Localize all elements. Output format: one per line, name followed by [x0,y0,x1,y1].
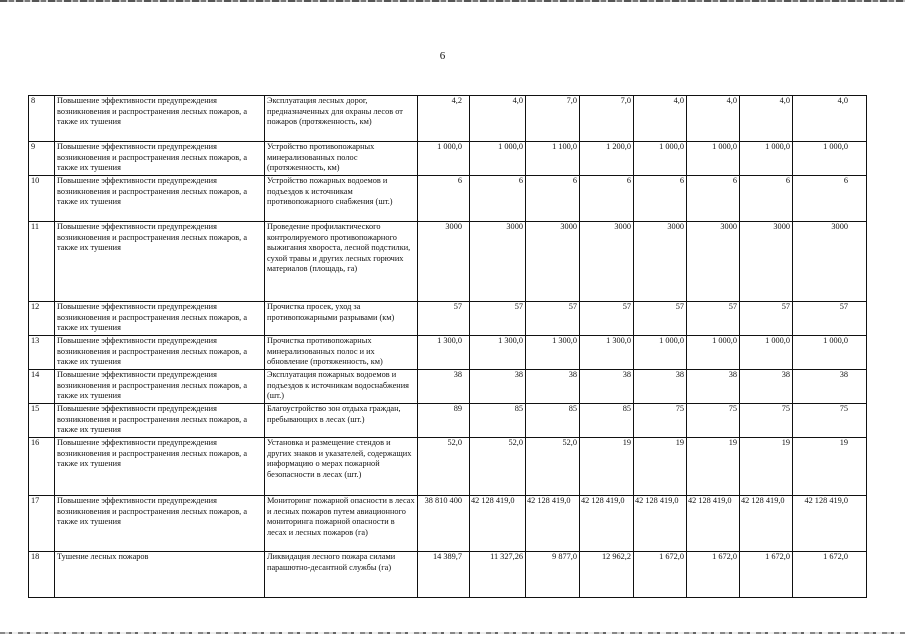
value-cell: 1 000,0 [687,336,740,370]
table-body [29,96,867,598]
value-cell: 52,0 [470,438,526,496]
value-cell: 57 [740,302,793,336]
scan-edge-bottom [0,632,905,634]
value-cell: 6 [526,176,580,222]
value-cell: 42 128 419,0 [793,496,867,552]
table-row [29,302,867,336]
row-number: 14 [29,370,55,404]
page-number: 6 [439,50,446,62]
value-cell: 4,0 [740,96,793,142]
value-cell: 19 [687,438,740,496]
value-cell: 3000 [687,222,740,302]
value-cell: 57 [418,302,470,336]
task-cell: Повышение эффективности предупреждения возникновения и распространения лесных пожаров, а также их тушения [55,142,265,176]
indicator-cell: Устройство пожарных водоемов и подъездов к источникам противопожарного снабжения (шт.) [265,176,418,222]
value-cell: 6 [418,176,470,222]
value-cell: 1 300,0 [418,336,470,370]
value-cell: 12 962,2 [580,552,634,598]
value-cell: 4,2 [418,96,470,142]
value-cell: 4,0 [634,96,687,142]
task-cell: Повышение эффективности предупреждения возникновения и распространения лесных пожаров, а также их тушения [55,404,265,438]
value-cell: 38 [687,370,740,404]
value-cell: 6 [740,176,793,222]
indicator-cell: Прочистка противопожарных минерализованных полос и их обновление (протяженность, км) [265,336,418,370]
value-cell: 3000 [470,222,526,302]
value-cell: 42 128 419,0 [740,496,793,552]
value-cell: 6 [634,176,687,222]
value-cell: 6 [580,176,634,222]
task-cell: Повышение эффективности предупреждения возникновения и распространения лесных пожаров, а также их тушения [55,496,265,552]
value-cell: 6 [470,176,526,222]
row-number: 16 [29,438,55,496]
value-cell: 1 672,0 [793,552,867,598]
table-row [29,176,867,222]
table-row [29,552,867,598]
value-cell: 1 000,0 [793,336,867,370]
task-cell: Повышение эффективности предупреждения возникновения и распространения лесных пожаров, а также их тушения [55,222,265,302]
value-cell: 11 327,26 [470,552,526,598]
value-cell: 1 000,0 [687,142,740,176]
value-cell: 57 [634,302,687,336]
value-cell: 75 [634,404,687,438]
task-cell: Повышение эффективности предупреждения возникновения и распространения лесных пожаров, а также их тушения [55,438,265,496]
value-cell: 42 128 419,0 [687,496,740,552]
value-cell: 1 300,0 [526,336,580,370]
value-cell: 38 [580,370,634,404]
table-row [29,96,867,142]
value-cell: 1 000,0 [740,142,793,176]
task-cell: Повышение эффективности предупреждения возникновения и распространения лесных пожаров, а также их тушения [55,96,265,142]
value-cell: 1 000,0 [470,142,526,176]
value-cell: 52,0 [526,438,580,496]
value-cell: 1 000,0 [634,336,687,370]
value-cell: 3000 [740,222,793,302]
task-cell: Повышение эффективности предупреждения возникновения и распространения лесных пожаров, а также их тушения [55,336,265,370]
value-cell: 1 300,0 [580,336,634,370]
value-cell: 42 128 419,0 [580,496,634,552]
value-cell: 7,0 [526,96,580,142]
value-cell: 19 [740,438,793,496]
value-cell: 9 877,0 [526,552,580,598]
value-cell: 85 [526,404,580,438]
task-cell: Тушение лесных пожаров [55,552,265,598]
value-cell: 19 [793,438,867,496]
value-cell: 38 810 400 [418,496,470,552]
task-cell: Повышение эффективности предупреждения возникновения и распространения лесных пожаров, а также их тушения [55,370,265,404]
row-number: 11 [29,222,55,302]
value-cell: 38 [470,370,526,404]
indicator-cell: Эксплуатация лесных дорог, предназначенных для охраны лесов от пожаров (протяженность, км) [265,96,418,142]
table-row [29,370,867,404]
value-cell: 75 [740,404,793,438]
value-cell: 4,0 [687,96,740,142]
value-cell: 1 100,0 [526,142,580,176]
task-cell: Повышение эффективности предупреждения возникновения и распространения лесных пожаров, а также их тушения [55,176,265,222]
value-cell: 52,0 [418,438,470,496]
table-row [29,142,867,176]
value-cell: 6 [687,176,740,222]
row-number: 8 [29,96,55,142]
value-cell: 1 000,0 [634,142,687,176]
value-cell: 1 672,0 [634,552,687,598]
row-number: 18 [29,552,55,598]
indicator-cell: Ликвидация лесного пожара силами парашютно-десантной службы (га) [265,552,418,598]
task-cell: Повышение эффективности предупреждения возникновения и распространения лесных пожаров, а также их тушения [55,302,265,336]
indicator-cell: Проведение профилактического контролируемого противопожарного выжигания хвороста, лесной подстилки, сухой травы и других лесных горючих материалов (площадь, га) [265,222,418,302]
table-row [29,438,867,496]
value-cell: 42 128 419,0 [470,496,526,552]
value-cell: 85 [580,404,634,438]
value-cell: 1 000,0 [793,142,867,176]
value-cell: 3000 [580,222,634,302]
value-cell: 3000 [418,222,470,302]
value-cell: 7,0 [580,96,634,142]
value-cell: 57 [580,302,634,336]
value-cell: 1 000,0 [740,336,793,370]
value-cell: 1 300,0 [470,336,526,370]
value-cell: 38 [634,370,687,404]
value-cell: 3000 [634,222,687,302]
value-cell: 38 [793,370,867,404]
value-cell: 38 [526,370,580,404]
value-cell: 85 [470,404,526,438]
value-cell: 1 000,0 [418,142,470,176]
indicator-cell: Прочистка просек, уход за противопожарными разрывами (км) [265,302,418,336]
value-cell: 57 [793,302,867,336]
value-cell: 38 [418,370,470,404]
row-number: 15 [29,404,55,438]
indicator-cell: Устройство противопожарных минерализованных полос (протяженность, км) [265,142,418,176]
value-cell: 42 128 419,0 [634,496,687,552]
value-cell: 6 [793,176,867,222]
row-number: 12 [29,302,55,336]
row-number: 13 [29,336,55,370]
value-cell: 57 [687,302,740,336]
value-cell: 1 672,0 [740,552,793,598]
value-cell: 42 128 419,0 [526,496,580,552]
value-cell: 89 [418,404,470,438]
data-table [28,95,867,598]
value-cell: 14 389,7 [418,552,470,598]
indicator-cell: Эксплуатация пожарных водоемов и подъездов к источникам водоснабжения (шт.) [265,370,418,404]
value-cell: 75 [793,404,867,438]
value-cell: 3000 [526,222,580,302]
value-cell: 19 [580,438,634,496]
table-row [29,222,867,302]
value-cell: 19 [634,438,687,496]
indicator-cell: Установка и размещение стендов и других знаков и указателей, содержащих информацию о мерах пожарной безопасности в лесах (шт.) [265,438,418,496]
value-cell: 57 [526,302,580,336]
scan-edge-top [0,0,905,2]
value-cell: 38 [740,370,793,404]
value-cell: 1 200,0 [580,142,634,176]
table-row [29,336,867,370]
value-cell: 1 672,0 [687,552,740,598]
table-row [29,496,867,552]
value-cell: 4,0 [793,96,867,142]
value-cell: 4,0 [470,96,526,142]
indicator-cell: Мониторинг пожарной опасности в лесах и лесных пожаров путем авиационного мониторинга пожарной опасности в лесах и лесных пожаров (га) [265,496,418,552]
value-cell: 75 [687,404,740,438]
value-cell: 57 [470,302,526,336]
row-number: 10 [29,176,55,222]
table-row [29,404,867,438]
indicator-cell: Благоустройство зон отдыха граждан, пребывающих в лесах (шт.) [265,404,418,438]
row-number: 9 [29,142,55,176]
value-cell: 3000 [793,222,867,302]
row-number: 17 [29,496,55,552]
